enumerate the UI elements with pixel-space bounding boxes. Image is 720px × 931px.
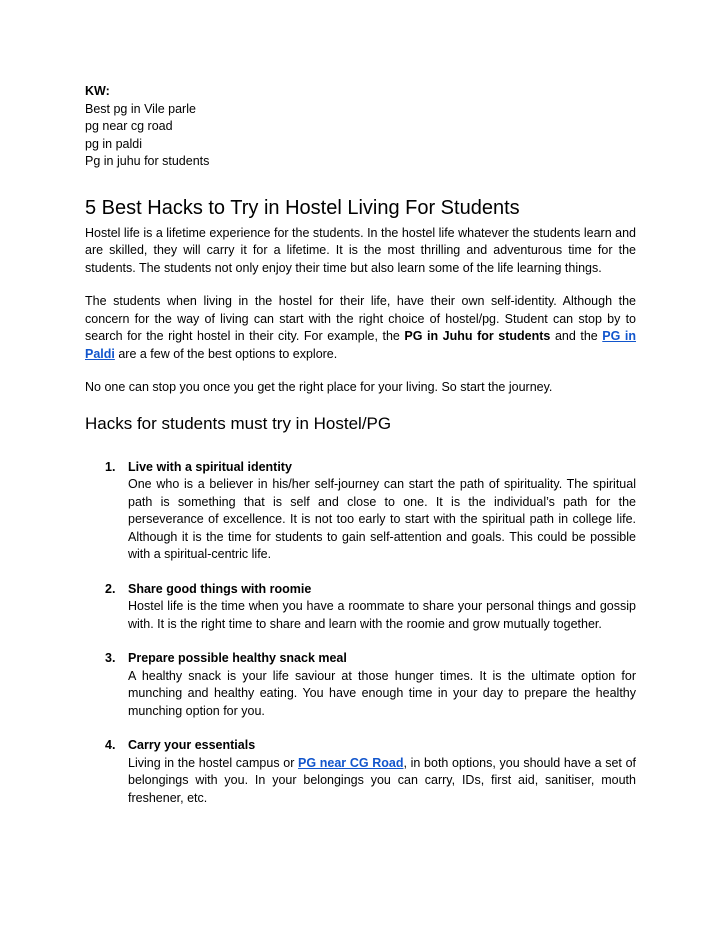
link-pg-in-paldi[interactable]: PG in Paldi: [85, 329, 637, 361]
item-title: Share good things with roomie: [128, 581, 312, 596]
keyword-line: pg near cg road: [85, 119, 173, 133]
item-number: 2.: [105, 581, 116, 596]
item-body: Hostel life is the time when you have a roommate to share your personal things and gossip with. It is the right time to share and learn with the roomie and grow mutually together.: [128, 599, 636, 631]
keyword-line: Best pg in Vile parle: [85, 101, 196, 116]
keyword-block: [85, 83, 636, 171]
item-body: A healthy snack is your life saviour at those hunger times. It is the ultimate option for munching and healthy eating. You have enough time in your day to prepare the healthy munching option for you.: [128, 668, 636, 718]
keyword-label: KW:: [85, 84, 110, 98]
link-pg-near-cg-road[interactable]: PG near CG Road: [298, 755, 404, 770]
item-body: One who is a believer in his/her self-journey can start the path of spirituality. The spiritual path is something that is self and close to one. It is the individual’s path for the perseverance of excellence. It is not too early to start with the spiritual path in college life. Although it is the time for students to gain self-attention and goals. This could be possible with a spiritual-centric life.: [128, 477, 636, 561]
page-title: 5 Best Hacks to Try in Hostel Living For Students: [85, 196, 520, 219]
options-paragraph: The students when living in the hostel for their life, have their own self-identity. Although the concern for the way of living can start with the right choice of hostel/pg. Student can stop by to search for the right hostel in their city. For example, the PG in Juhu for students and the PG in Paldi are a few of the best options to explore.: [85, 294, 637, 361]
item-title: Live with a spiritual identity: [128, 459, 292, 474]
document-page: [85, 83, 636, 824]
intro-paragraph: Hostel life is a lifetime experience for the students. In the hostel life whatever the students learn and are skilled, they will carry it for a lifetime. It is the most thrilling and adventurous time for the students. The students not only enjoy their time but also learn some of the life learning things.: [85, 225, 637, 275]
item-number: 3.: [105, 651, 116, 665]
item-title: Prepare possible healthy snack meal: [128, 651, 347, 665]
item-number: 1.: [105, 459, 116, 474]
list-item: [85, 459, 636, 564]
item-body: Living in the hostel campus or PG near CG Road, in both options, you should have a set of belongings with you. In your belongings you can carry, IDs, first aid, sanitiser, mouth freshener, etc.: [128, 755, 637, 805]
bold-keyword: PG in Juhu for students: [404, 329, 551, 343]
list-item: [85, 581, 636, 634]
keyword-line: pg in paldi: [85, 136, 142, 151]
item-number: 4.: [105, 738, 116, 752]
item-title: Carry your essentials: [128, 738, 256, 752]
keyword-line: Pg in juhu for students: [85, 154, 210, 168]
list-item: [85, 650, 636, 720]
journey-paragraph: No one can stop you once you get the right place for your living. So start the journey.: [85, 380, 553, 394]
section-heading: Hacks for students must try in Hostel/PG: [85, 413, 392, 433]
list-item: [85, 737, 636, 807]
hacks-list: [85, 459, 636, 808]
